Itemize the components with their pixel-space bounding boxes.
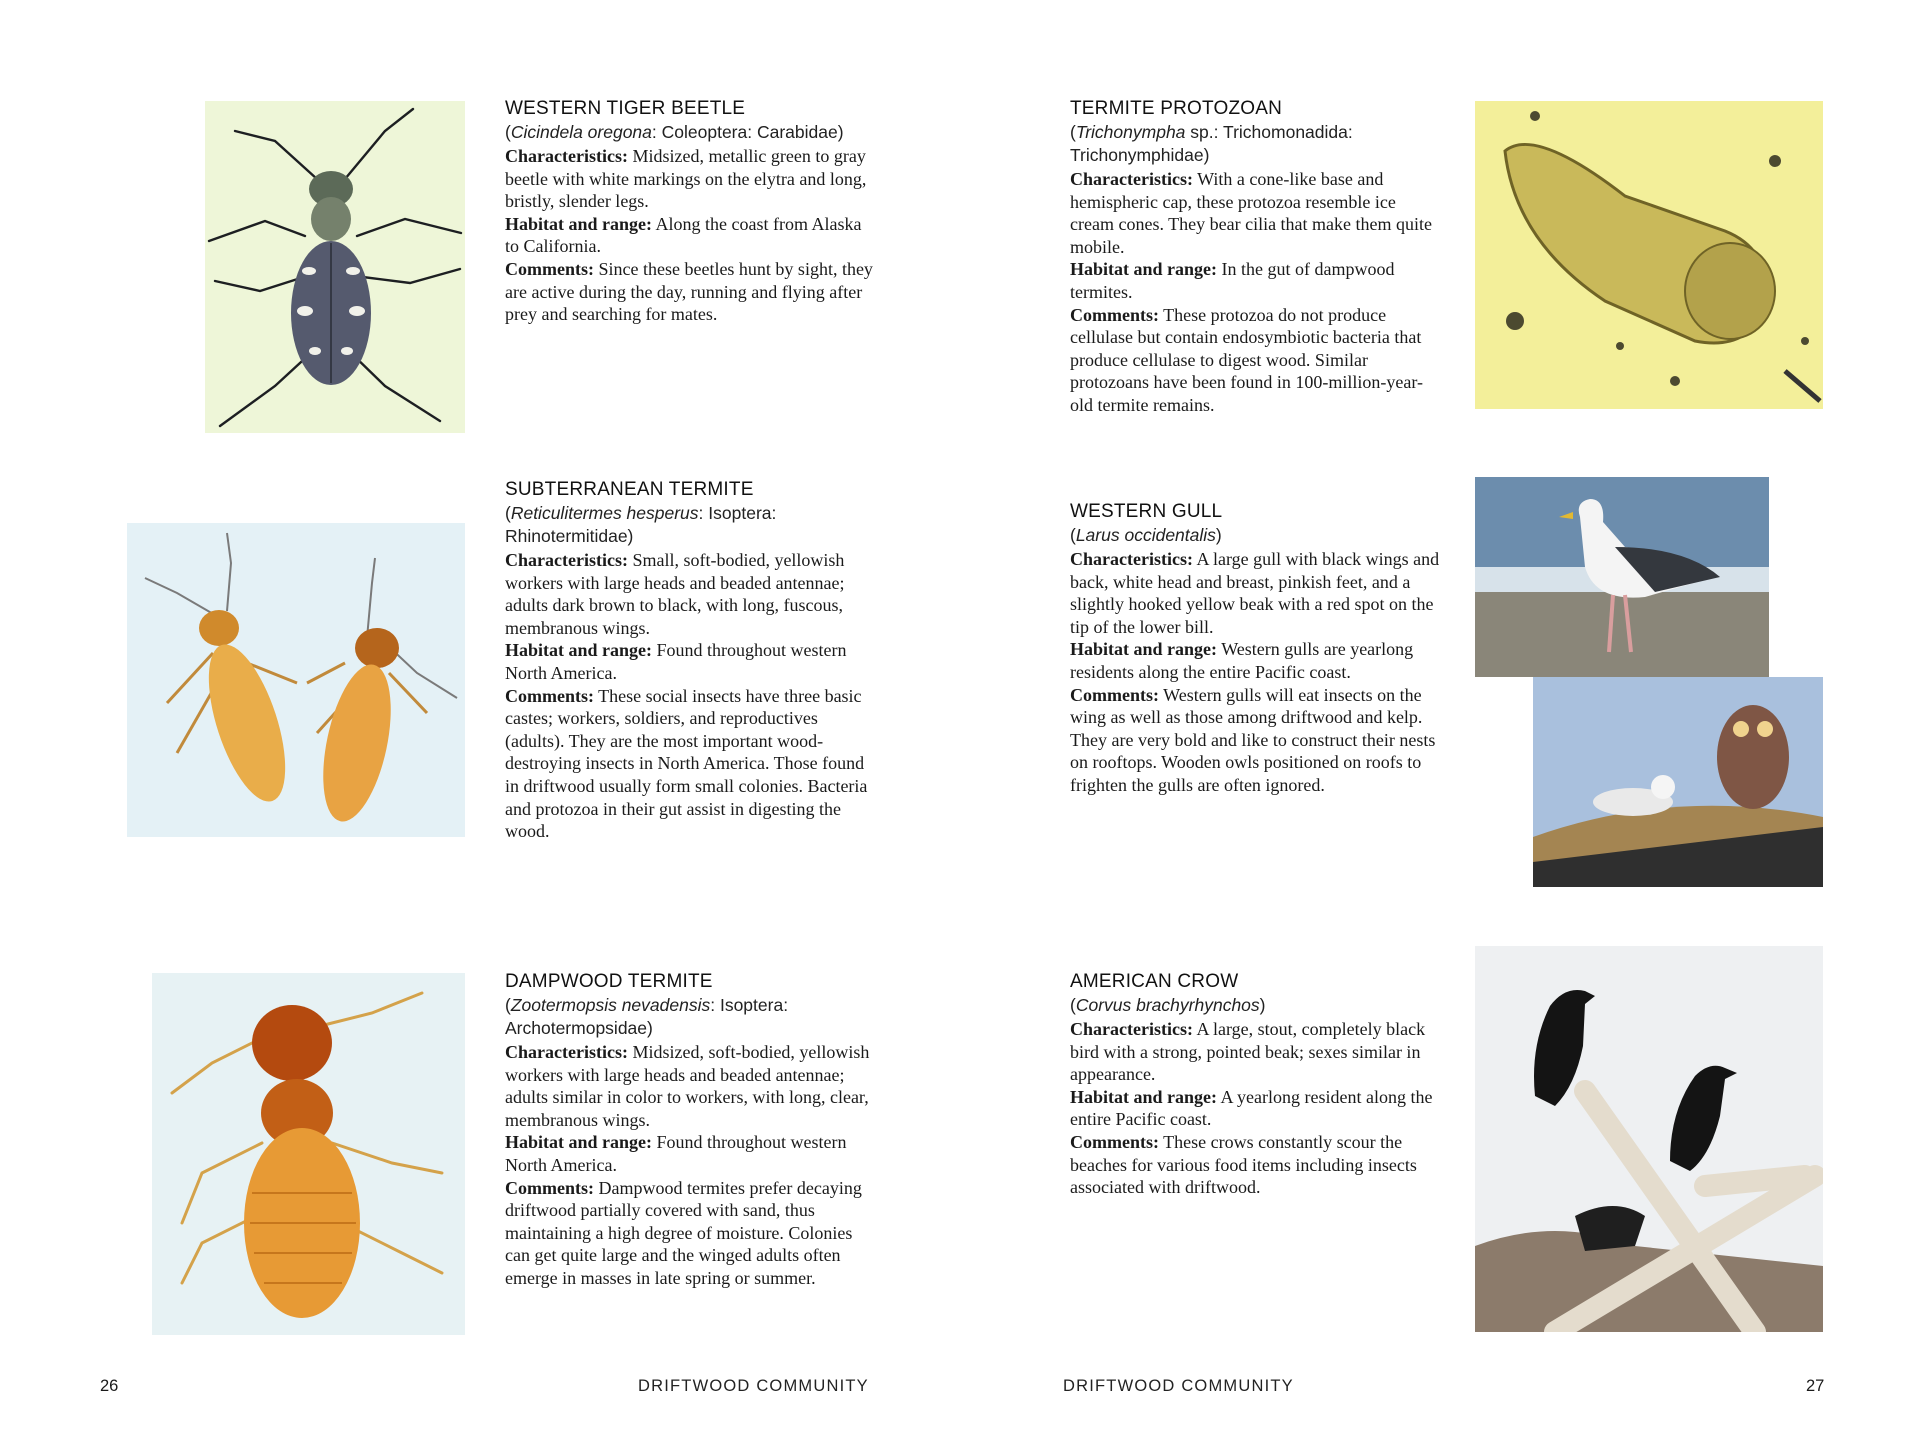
termite-protozoan-photo	[1475, 101, 1823, 409]
western-gull-beach-photo	[1475, 477, 1769, 677]
entry-western-tiger-beetle	[505, 97, 875, 326]
entry-title: TERMITE PROTOZOAN	[1070, 98, 1283, 119]
characteristics-text: Characteristics: A large, stout, completely black bird with a strong, pointed beak; sexes similar in appearance.	[1070, 1019, 1426, 1085]
running-head-right: DRIFTWOOD COMMUNITY	[1063, 1377, 1294, 1395]
scientific-name: (Corvus brachyrhynchos)	[1070, 995, 1266, 1015]
entry-title: AMERICAN CROW	[1070, 971, 1239, 992]
characteristics-text: Characteristics: A large gull with black wings and back, white head and breast, pinkish feet, and a slightly hooked yellow beak with a red spot on the tip of the lower bill.	[1070, 549, 1440, 637]
entry-title: WESTERN TIGER BEETLE	[505, 98, 746, 119]
comments-text: Comments: Western gulls will eat insects on the wing as well as those among driftwood and kelp. They are very bold and like to construct their nests on rooftops. Wooden owls positioned on roofs to frighten the gulls are often ignored.	[1070, 684, 1436, 795]
tiger-beetle-illustration	[205, 101, 465, 433]
tiger-beetle-photo	[205, 101, 465, 433]
comments-text: Comments: Dampwood termites prefer decaying driftwood partially covered with sand, thus maintaining a high degree of moisture. Colonies can get quite large and the winged adults often emerge in masses in late spring or summer.	[505, 1177, 862, 1288]
gull-nest-owl-photo	[1533, 677, 1823, 887]
characteristics-text: Characteristics: Midsized, soft-bodied, yellowish workers with large heads and beaded antennae; adults similar in color to workers, with long, clear, membranous wings.	[505, 1042, 870, 1130]
subterranean-termite-illustration	[127, 523, 465, 837]
entry-western-gull	[1070, 500, 1440, 797]
american-crow-photo	[1475, 946, 1823, 1332]
habitat-text: Habitat and range: Found throughout western North America.	[505, 1132, 847, 1175]
scientific-name: (Cicindela oregona: Coleoptera: Carabidae)	[505, 122, 844, 142]
comments-text: Comments: These crows constantly scour the beaches for various food items including insects associated with driftwood.	[1070, 1131, 1417, 1198]
characteristics-text: Characteristics: With a cone-like base and hemispheric cap, these protozoa resemble ice cream cones. They bear cilia that make them quite mobile.	[1070, 169, 1433, 257]
habitat-text: Habitat and range: In the gut of dampwood termites.	[1070, 259, 1395, 302]
page-number-left: 26	[100, 1377, 119, 1395]
american-crow-illustration	[1475, 946, 1823, 1332]
subterranean-termite-photo	[127, 523, 465, 837]
scientific-name: (Zootermopsis nevadensis: Isoptera: Archotermopsidae)	[505, 995, 789, 1038]
entry-termite-protozoan	[1070, 97, 1440, 417]
termite-protozoan-illustration	[1475, 101, 1823, 409]
comments-text: Comments: These protozoa do not produce cellulase but contain endosymbiotic bacteria that produce cellulase to digest wood. Similar protozoans have been found in 100-million-year-old termite remains.	[1070, 304, 1424, 415]
characteristics-text: Characteristics: Small, soft-bodied, yellowish workers with large heads and beaded antennae; adults dark brown to black, with long, fuscous, membranous wings.	[505, 550, 845, 638]
scientific-name: (Larus occidentalis)	[1070, 525, 1222, 545]
gull-nest-owl-illustration	[1533, 677, 1823, 887]
gull-beach-illustration	[1475, 477, 1769, 677]
running-head-left: DRIFTWOOD COMMUNITY	[638, 1377, 869, 1395]
habitat-text: Habitat and range: Western gulls are yearlong residents along the entire Pacific coast.	[1070, 639, 1414, 682]
dampwood-termite-photo	[152, 973, 465, 1335]
scientific-name: (Reticulitermes hesperus: Isoptera: Rhinotermitidae)	[505, 503, 777, 546]
entry-title: WESTERN GULL	[1070, 501, 1223, 522]
habitat-text: Habitat and range: Along the coast from Alaska to California.	[505, 213, 862, 257]
entry-american-crow	[1070, 970, 1440, 1199]
habitat-text: Habitat and range: Found throughout western North America.	[505, 640, 847, 683]
entry-dampwood-termite	[505, 970, 875, 1290]
scientific-name: (Trichonympha sp.: Trichomonadida: Trichonymphidae)	[1070, 122, 1353, 165]
characteristics-text: Characteristics: Midsized, metallic green to gray beetle with white markings on the elytra and long, bristly, slender legs.	[505, 146, 867, 212]
habitat-text: Habitat and range: A yearlong resident along the entire Pacific coast.	[1070, 1086, 1433, 1130]
entry-title: DAMPWOOD TERMITE	[505, 971, 713, 992]
entry-title: SUBTERRANEAN TERMITE	[505, 479, 754, 500]
comments-text: Comments: Since these beetles hunt by sight, they are active during the day, running and flying after prey and searching for mates.	[505, 258, 873, 325]
entry-subterranean-termite	[505, 478, 875, 843]
comments-text: Comments: These social insects have three basic castes; workers, soldiers, and reproductives (adults). They are the most important wood-destroying insects in North America. Those found in driftwood usually form small colonies. Bacteria and protozoa in their gut assist in digesting the wood.	[505, 685, 868, 842]
page-number-right: 27	[1806, 1377, 1825, 1395]
dampwood-termite-illustration	[152, 973, 465, 1335]
